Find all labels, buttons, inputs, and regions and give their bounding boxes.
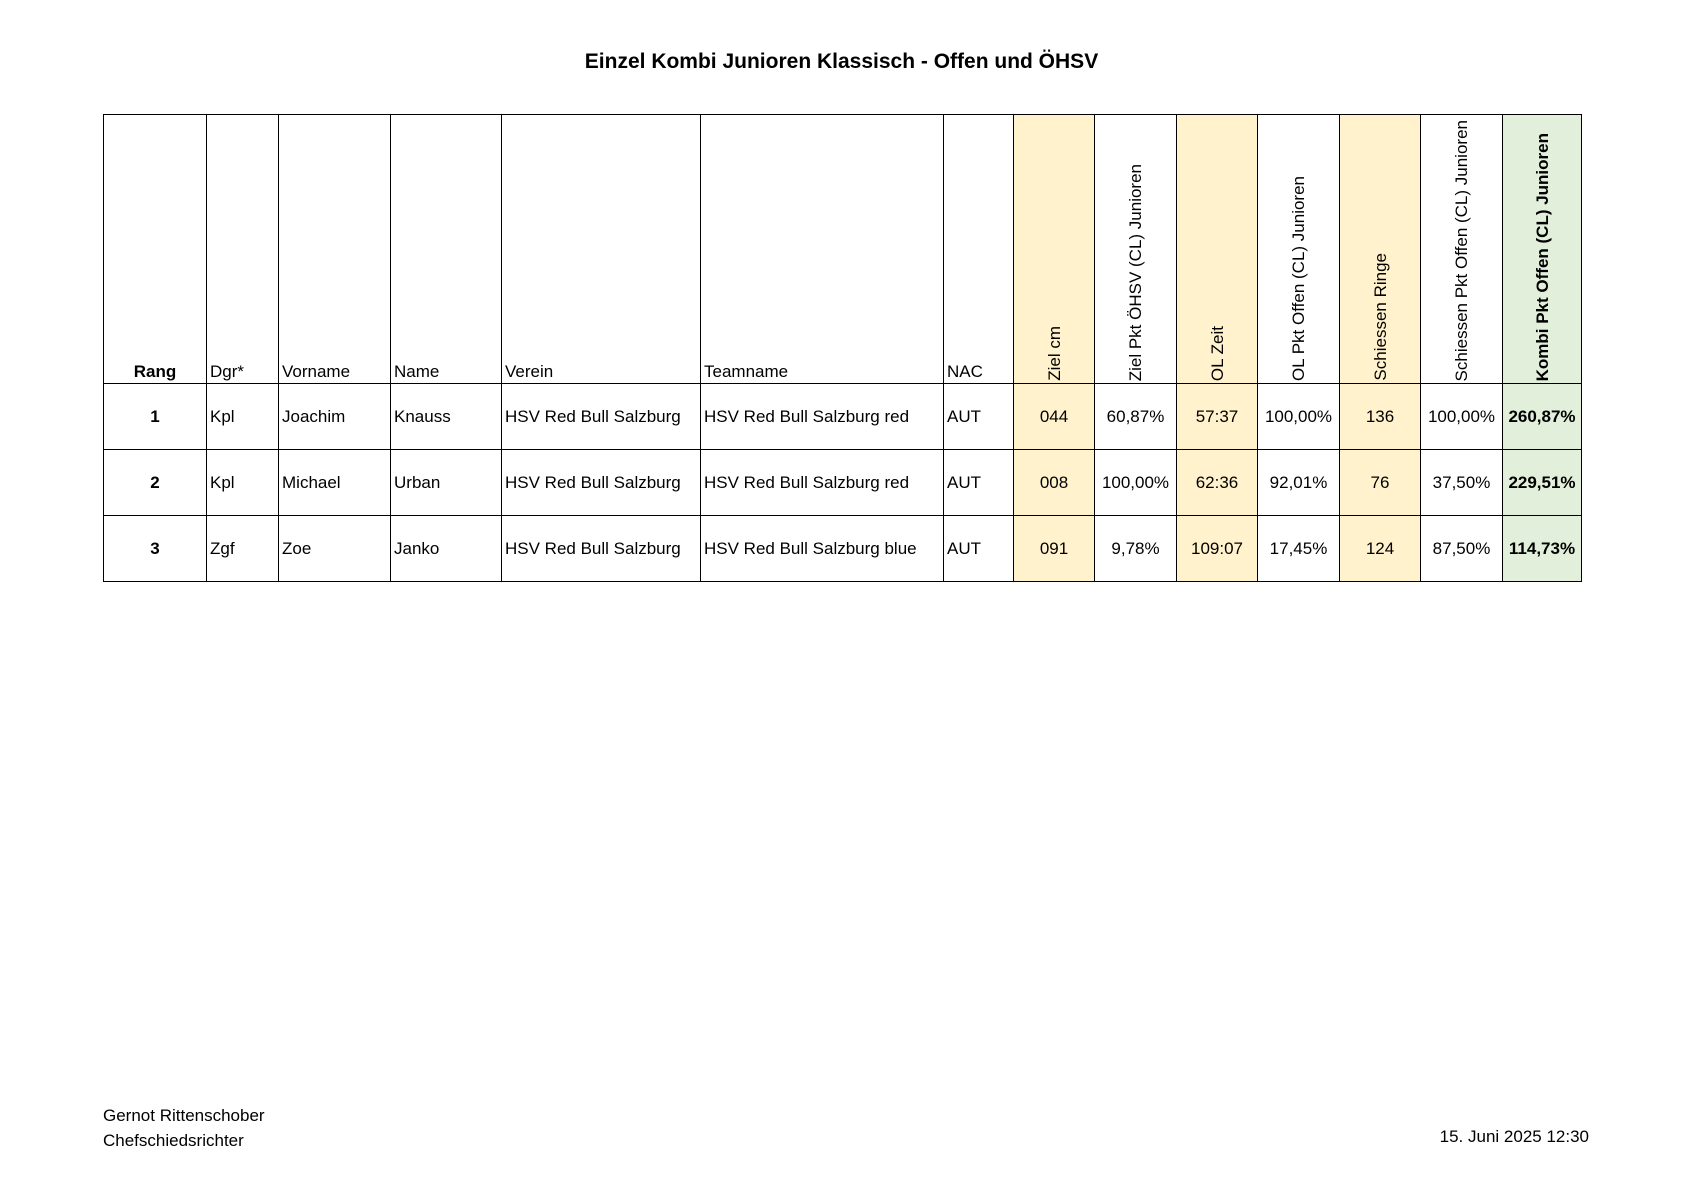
cell-dgr: Kpl: [207, 450, 279, 516]
cell-teamname: HSV Red Bull Salzburg blue: [701, 516, 944, 582]
footer-signature: [103, 1103, 265, 1153]
cell-schiessen-pkt: 100,00%: [1421, 384, 1503, 450]
results-table: [103, 114, 1582, 582]
table-header: [104, 115, 1582, 384]
cell-verein: HSV Red Bull Salzburg: [502, 450, 701, 516]
cell-ziel-pkt: 100,00%: [1095, 450, 1177, 516]
cell-kombi-pkt: 229,51%: [1503, 450, 1582, 516]
cell-ol-zeit: 57:37: [1177, 384, 1258, 450]
column-header-rang: Rang: [104, 115, 207, 384]
cell-kombi-pkt: 260,87%: [1503, 384, 1582, 450]
cell-ziel-pkt: 60,87%: [1095, 384, 1177, 450]
cell-rang: 3: [104, 516, 207, 582]
cell-name: Knauss: [391, 384, 502, 450]
page-title: Einzel Kombi Junioren Klassisch - Offen und ÖHSV: [584, 50, 1099, 73]
column-header-name: Name: [391, 115, 502, 384]
cell-vorname: Joachim: [279, 384, 391, 450]
cell-ol-pkt: 92,01%: [1258, 450, 1340, 516]
cell-rang: 1: [104, 384, 207, 450]
cell-ol-zeit: 109:07: [1177, 516, 1258, 582]
cell-dgr: Zgf: [207, 516, 279, 582]
column-header-schiessen-pkt: Schiessen Pkt Offen (CL) Junioren: [1421, 115, 1503, 384]
table-row: [104, 450, 1582, 516]
column-header-ol-pkt: OL Pkt Offen (CL) Junioren: [1258, 115, 1340, 384]
table-body: [104, 384, 1582, 582]
footer-datetime: 15. Juni 2025 12:30: [1439, 1127, 1589, 1146]
cell-rang: 2: [104, 450, 207, 516]
cell-schiessen-pkt: 87,50%: [1421, 516, 1503, 582]
cell-nac: AUT: [944, 516, 1014, 582]
cell-verein: HSV Red Bull Salzburg: [502, 384, 701, 450]
cell-schiessen-ringe: 76: [1340, 450, 1421, 516]
cell-dgr: Kpl: [207, 384, 279, 450]
cell-name: Urban: [391, 450, 502, 516]
table-row: [104, 516, 1582, 582]
cell-schiessen-pkt: 37,50%: [1421, 450, 1503, 516]
cell-kombi-pkt: 114,73%: [1503, 516, 1582, 582]
cell-schiessen-ringe: 136: [1340, 384, 1421, 450]
column-header-schiessen-ringe: Schiessen Ringe: [1340, 115, 1421, 384]
column-header-ol-zeit: OL Zeit: [1177, 115, 1258, 384]
cell-ziel-cm: 091: [1014, 516, 1095, 582]
column-header-vorname: Vorname: [279, 115, 391, 384]
cell-ziel-cm: 044: [1014, 384, 1095, 450]
column-header-nac: NAC: [944, 115, 1014, 384]
column-header-teamname: Teamname: [701, 115, 944, 384]
table-row: [104, 384, 1582, 450]
cell-name: Janko: [391, 516, 502, 582]
cell-nac: AUT: [944, 450, 1014, 516]
column-header-kombi-pkt: Kombi Pkt Offen (CL) Junioren: [1503, 115, 1582, 384]
cell-ol-pkt: 100,00%: [1258, 384, 1340, 450]
cell-teamname: HSV Red Bull Salzburg red: [701, 384, 944, 450]
column-header-dgr: Dgr*: [207, 115, 279, 384]
cell-teamname: HSV Red Bull Salzburg red: [701, 450, 944, 516]
signer-role: Chefschiedsrichter: [103, 1131, 244, 1150]
cell-ziel-cm: 008: [1014, 450, 1095, 516]
cell-ziel-pkt: 9,78%: [1095, 516, 1177, 582]
cell-vorname: Michael: [279, 450, 391, 516]
cell-vorname: Zoe: [279, 516, 391, 582]
cell-schiessen-ringe: 124: [1340, 516, 1421, 582]
header-row: [104, 115, 1582, 384]
column-header-ziel-pkt: Ziel Pkt ÖHSV (CL) Junioren: [1095, 115, 1177, 384]
column-header-verein: Verein: [502, 115, 701, 384]
cell-nac: AUT: [944, 384, 1014, 450]
column-header-ziel-cm: Ziel cm: [1014, 115, 1095, 384]
cell-ol-pkt: 17,45%: [1258, 516, 1340, 582]
cell-verein: HSV Red Bull Salzburg: [502, 516, 701, 582]
signer-name: Gernot Rittenschober: [103, 1106, 265, 1125]
cell-ol-zeit: 62:36: [1177, 450, 1258, 516]
